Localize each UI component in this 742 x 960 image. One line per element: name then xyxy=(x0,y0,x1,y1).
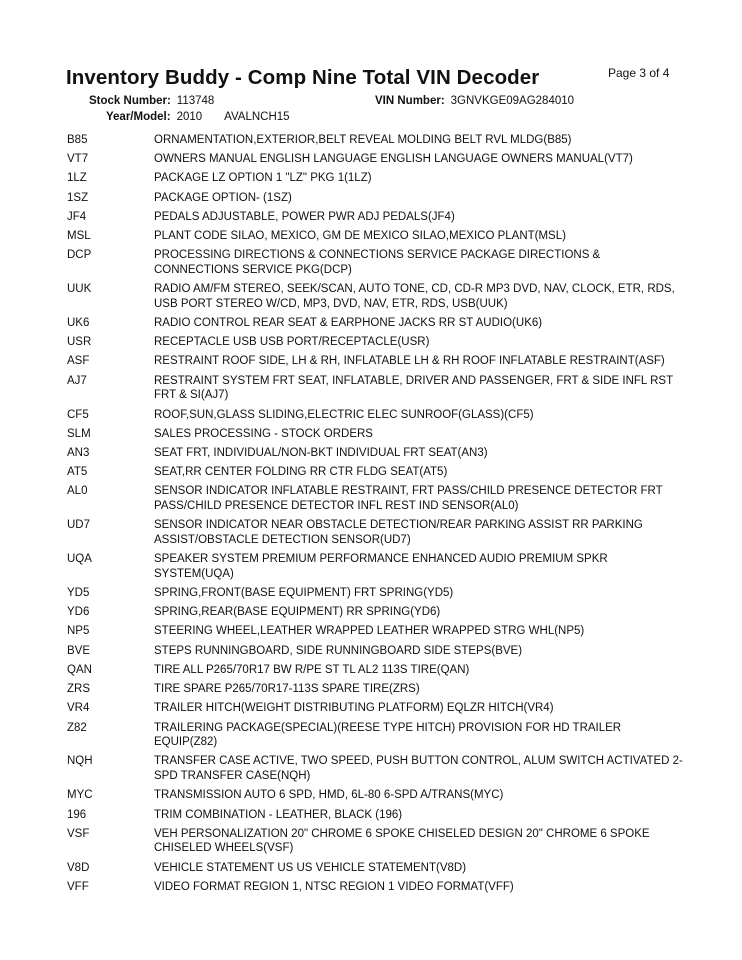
option-row xyxy=(67,374,687,408)
vin-number-value: 3GNVKGE09AG284010 xyxy=(450,95,575,107)
option-row xyxy=(67,248,687,282)
option-row xyxy=(67,808,687,827)
option-code: NQH xyxy=(67,755,93,768)
option-row xyxy=(67,484,687,518)
option-row xyxy=(67,682,687,701)
option-code: YD5 xyxy=(67,587,90,600)
option-row xyxy=(67,171,687,190)
option-code: MYC xyxy=(67,789,93,802)
option-description: RECEPTACLE USB USB PORT/RECEPTACLE(USR) xyxy=(154,336,430,349)
option-description: RESTRAINT SYSTEM FRT SEAT, INFLATABLE, DRIVER AND PASSENGER, FRT & SIDE INFL RST FRT & SI(AJ7) xyxy=(154,374,673,402)
option-row xyxy=(67,465,687,484)
option-description: RADIO AM/FM STEREO, SEEK/SCAN, AUTO TONE, CD, CD-R MP3 DVD, NAV, CLOCK, ETR, RDS, USB PORT STEREO W/CD, MP3, DVD, NAV, ETR, RDS, USB(UUK) xyxy=(154,283,675,310)
option-description: TRANSFER CASE ACTIVE, TWO SPEED, PUSH BUTTON CONTROL, ALUM SWITCH ACTIVATED 2-SPD TRANSFER CASE(NQH) xyxy=(154,755,683,783)
option-code: ZRS xyxy=(67,683,90,696)
option-code: VSF xyxy=(67,827,90,840)
option-description: TRAILERING PACKAGE(SPECIAL)(REESE TYPE HITCH) PROVISION FOR HD TRAILER EQUIP(Z82) xyxy=(154,721,622,749)
option-row xyxy=(67,210,687,229)
option-row xyxy=(67,408,687,427)
option-description: SENSOR INDICATOR INFLATABLE RESTRAINT, FRT PASS/CHILD PRESENCE DETECTOR FRT PASS/CHILD PRESENCE DETECTOR INFL REST IND SENSOR(AL0) xyxy=(154,485,663,513)
option-row xyxy=(67,721,687,755)
option-code: UK6 xyxy=(67,317,90,330)
option-code: B85 xyxy=(67,134,88,146)
option-description: PACKAGE LZ OPTION 1 "LZ" PKG 1(1LZ) xyxy=(154,172,372,185)
option-code: MSL xyxy=(67,230,91,243)
stock-number-label: Stock Number: xyxy=(89,95,171,107)
option-description: RESTRAINT ROOF SIDE, LH & RH, INFLATABLE LH & RH ROOF INFLATABLE RESTRAINT(ASF) xyxy=(154,355,665,368)
option-row xyxy=(67,427,687,446)
option-description: ORNAMENTATION,EXTERIOR,BELT REVEAL MOLDING BELT RVL MLDG(B85) xyxy=(154,134,572,146)
option-code: 196 xyxy=(67,808,87,821)
option-row xyxy=(67,586,687,605)
year-model-label: Year/Model: xyxy=(106,111,171,123)
option-description: ROOF,SUN,GLASS SLIDING,ELECTRIC ELEC SUNROOF(GLASS)(CF5) xyxy=(154,408,534,421)
document-title: Inventory Buddy - Comp Nine Total VIN Decoder xyxy=(66,66,540,89)
option-code-list xyxy=(67,133,687,899)
option-code: V8D xyxy=(67,861,90,874)
option-description: TIRE SPARE P265/70R17-113S SPARE TIRE(ZRS) xyxy=(154,683,420,696)
option-description: TRIM COMBINATION - LEATHER, BLACK (196) xyxy=(154,808,403,821)
option-row xyxy=(67,191,687,210)
vin-number-label: VIN Number: xyxy=(375,95,445,107)
option-description: SEAT,RR CENTER FOLDING RR CTR FLDG SEAT(AT5) xyxy=(154,466,448,479)
option-row xyxy=(67,788,687,807)
option-code: UQA xyxy=(67,553,92,566)
option-code: QAN xyxy=(67,663,92,676)
option-code: UUK xyxy=(67,283,92,296)
option-description: OWNERS MANUAL ENGLISH LANGUAGE ENGLISH LANGUAGE OWNERS MANUAL(VT7) xyxy=(154,153,633,166)
option-row xyxy=(67,446,687,465)
option-code: 1LZ xyxy=(67,172,87,185)
option-description: VEH PERSONALIZATION 20" CHROME 6 SPOKE CHISELED DESIGN 20" CHROME 6 SPOKE CHISELED WHEELS(VSF) xyxy=(154,827,650,855)
option-code: UD7 xyxy=(67,519,91,532)
option-code: CF5 xyxy=(67,408,89,421)
option-code: JF4 xyxy=(67,210,87,223)
option-description: STEERING WHEEL,LEATHER WRAPPED LEATHER WRAPPED STRG WHL(NP5) xyxy=(154,625,585,638)
option-row xyxy=(67,316,687,335)
option-description: TIRE ALL P265/70R17 BW R/PE ST TL AL2 113S TIRE(QAN) xyxy=(154,663,470,676)
stock-number xyxy=(89,95,214,107)
option-code: USR xyxy=(67,336,92,349)
model-value: AVALNCH15 xyxy=(224,111,290,123)
option-description: TRANSMISSION AUTO 6 SPD, HMD, 6L-80 6-SPD A/TRANS(MYC) xyxy=(154,789,504,802)
option-row xyxy=(67,827,687,861)
option-description: PROCESSING DIRECTIONS & CONNECTIONS SERVICE PACKAGE DIRECTIONS & CONNECTIONS SERVICE PKG(DCP) xyxy=(154,249,601,276)
option-row xyxy=(67,335,687,354)
option-row xyxy=(67,754,687,788)
option-description: RADIO CONTROL REAR SEAT & EARPHONE JACKS RR ST AUDIO(UK6) xyxy=(154,317,543,330)
option-description: PEDALS ADJUSTABLE, POWER PWR ADJ PEDALS(JF4) xyxy=(154,210,455,223)
option-code: 1SZ xyxy=(67,191,89,204)
option-description: SPRING,REAR(BASE EQUIPMENT) RR SPRING(YD6) xyxy=(154,606,441,619)
option-code: AJ7 xyxy=(67,374,87,387)
option-description: VEHICLE STATEMENT US US VEHICLE STATEMENT(V8D) xyxy=(154,861,467,874)
option-description: SEAT FRT, INDIVIDUAL/NON-BKT INDIVIDUAL FRT SEAT(AN3) xyxy=(154,446,488,459)
option-description: STEPS RUNNINGBOARD, SIDE RUNNINGBOARD SIDE STEPS(BVE) xyxy=(154,644,523,657)
option-code: SLM xyxy=(67,427,91,440)
option-code: Z82 xyxy=(67,721,87,734)
option-row xyxy=(67,354,687,373)
option-code: BVE xyxy=(67,644,91,657)
vin-number xyxy=(375,95,574,107)
option-code: AL0 xyxy=(67,485,88,498)
option-code: VT7 xyxy=(67,153,89,166)
option-description: TRAILER HITCH(WEIGHT DISTRIBUTING PLATFORM) EQLZR HITCH(VR4) xyxy=(154,702,554,715)
option-row xyxy=(67,552,687,586)
option-row xyxy=(67,133,687,152)
option-code: YD6 xyxy=(67,606,90,619)
option-code: ASF xyxy=(67,355,90,368)
option-row xyxy=(67,861,687,880)
option-row xyxy=(67,880,687,899)
option-code: DCP xyxy=(67,249,92,262)
option-row xyxy=(67,282,687,316)
option-row xyxy=(67,663,687,682)
option-description: SPEAKER SYSTEM PREMIUM PERFORMANCE ENHANCED AUDIO PREMIUM SPKR SYSTEM(UQA) xyxy=(154,553,608,580)
option-row xyxy=(67,644,687,663)
option-code: NP5 xyxy=(67,625,90,638)
stock-number-value: 113748 xyxy=(176,95,215,107)
year-model xyxy=(106,111,290,123)
option-row xyxy=(67,229,687,248)
page-number: Page 3 of 4 xyxy=(608,66,670,80)
option-code: AT5 xyxy=(67,466,88,479)
option-description: VIDEO FORMAT REGION 1, NTSC REGION 1 VIDEO FORMAT(VFF) xyxy=(154,880,514,893)
option-code: VR4 xyxy=(67,702,90,715)
option-row xyxy=(67,605,687,624)
option-description: SPRING,FRONT(BASE EQUIPMENT) FRT SPRING(YD5) xyxy=(154,587,454,600)
option-description: SENSOR INDICATOR NEAR OBSTACLE DETECTION/REAR PARKING ASSIST RR PARKING ASSIST/OBSTACLE DETECTION SENSOR(UD7) xyxy=(154,519,643,546)
option-description: SALES PROCESSING - STOCK ORDERS xyxy=(154,427,373,440)
option-code: VFF xyxy=(67,880,89,893)
option-row xyxy=(67,518,687,552)
option-row xyxy=(67,624,687,643)
option-description: PLANT CODE SILAO, MEXICO, GM DE MEXICO SILAO,MEXICO PLANT(MSL) xyxy=(154,230,566,243)
year-value: 2010 xyxy=(176,111,203,123)
option-row xyxy=(67,152,687,171)
option-row xyxy=(67,701,687,720)
option-description: PACKAGE OPTION- (1SZ) xyxy=(154,191,292,204)
option-code: AN3 xyxy=(67,446,90,459)
